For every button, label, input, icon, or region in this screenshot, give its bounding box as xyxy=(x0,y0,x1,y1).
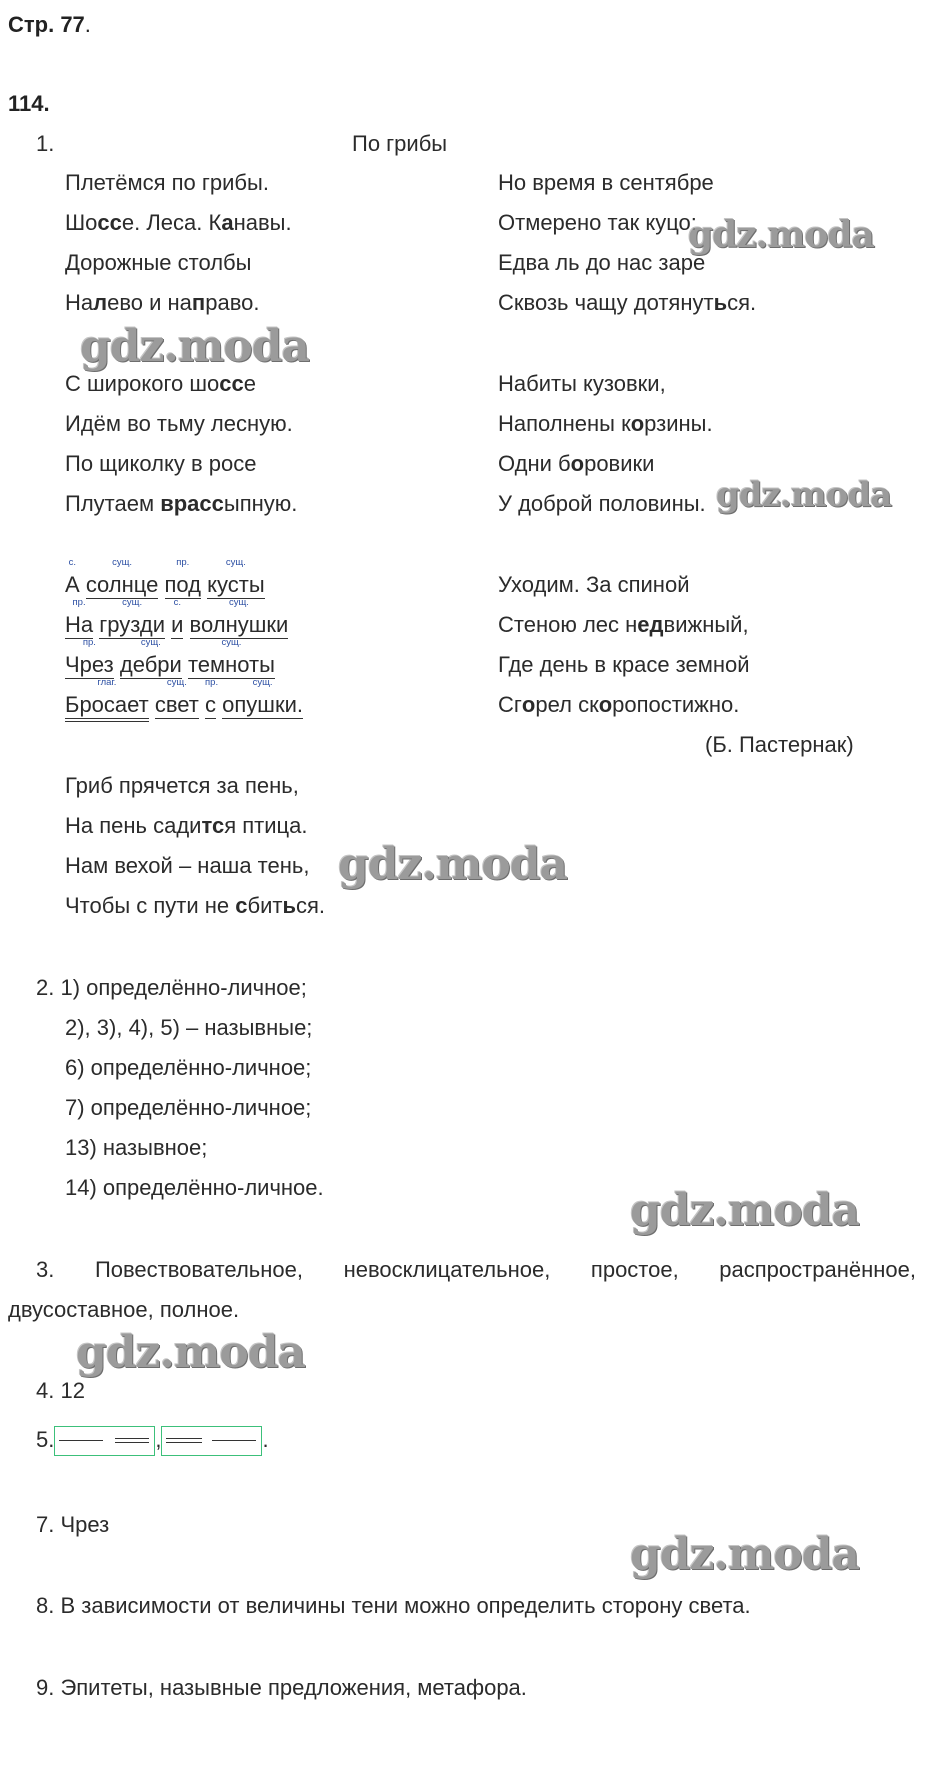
answer-5 xyxy=(36,1425,269,1456)
poem-title: По грибы xyxy=(352,131,448,156)
watermark-logo: gdz.moda xyxy=(80,321,310,372)
answer-3-word: простое, xyxy=(590,1257,679,1282)
poem-line-r5: Набиты кузовки, xyxy=(498,371,666,396)
word-temnoty: сущ. темноты xyxy=(187,637,275,677)
answer-9: 9. Эпитеты, назывные предложения, метафора. xyxy=(36,1675,527,1700)
answer-5-number: 5. xyxy=(36,1427,55,1452)
watermark-logo: gdz.moda xyxy=(716,475,892,515)
word-debri: сущ. дебри xyxy=(119,637,182,677)
word-a: с. А xyxy=(65,557,80,597)
word-kusty: сущ. кусты xyxy=(207,557,265,597)
word-i: с. и xyxy=(171,597,184,637)
answer-2-line-4: 13) назывное; xyxy=(65,1135,208,1160)
poem-author: (Б. Пастернак) xyxy=(705,732,854,757)
poem-line-l1: Плетёмся по грибы. xyxy=(65,170,269,195)
poem-line-r12: Сгорел скоропостижно. xyxy=(498,692,740,717)
scheme-box-1 xyxy=(54,1426,155,1456)
answer-3-word: распространённое, xyxy=(719,1257,916,1282)
scheme-box-2 xyxy=(161,1426,262,1456)
word-pod: пр. под xyxy=(164,557,202,597)
poem-line-l16: Чтобы с пути не сбиться. xyxy=(65,893,326,918)
answer-2-line-1: 2), 3), 4), 5) – назывные; xyxy=(65,1015,313,1040)
poem-line-l15: Нам вехой – наша тень, xyxy=(65,853,310,878)
poem-line-r7: Одни боровики xyxy=(498,451,655,476)
poem-line-l7: По щиколку в росе xyxy=(65,451,257,476)
poem-line-r11: Где день в красе земной xyxy=(498,652,750,677)
poem-line-l12 xyxy=(65,677,303,722)
answer-2-line-3: 7) определённо-личное; xyxy=(65,1095,312,1120)
answer-5-comma: , xyxy=(155,1427,162,1452)
answer-7: 7. Чрез xyxy=(36,1512,110,1537)
poem-line-l9 xyxy=(65,557,265,599)
watermark-logo: gdz.moda xyxy=(76,1327,306,1378)
answer-2-line-5: 14) определённо-личное. xyxy=(65,1175,324,1200)
exercise-number: 114. xyxy=(8,91,50,116)
answer-3-number: 3. xyxy=(36,1257,55,1282)
word-svet: сущ. свет xyxy=(154,677,199,717)
answer-3-word: невосклицательное, xyxy=(343,1257,551,1282)
word-volnushki: сущ. волнушки xyxy=(189,597,289,637)
poem-line-r2: Отмерено так куцо: xyxy=(498,210,697,235)
poem-line-l14: На пень садится птица. xyxy=(65,813,308,838)
poem-line-r1: Но время в сентябре xyxy=(498,170,714,195)
watermark-logo: gdz.moda xyxy=(338,839,568,890)
page-label: Стр. 77. xyxy=(8,12,91,37)
poem-line-l4: Налево и направо. xyxy=(65,290,260,315)
word-na: пр. На xyxy=(65,597,94,637)
word-chrez: пр. Чрез xyxy=(65,637,114,677)
answer-3-line-2: двусоставное, полное. xyxy=(8,1297,240,1322)
watermark-logo: gdz.moda xyxy=(630,1529,860,1580)
poem-line-l3: Дорожные столбы xyxy=(65,250,252,275)
poem-line-l6: Идём во тьму лесную. xyxy=(65,411,293,436)
poem-line-l11 xyxy=(65,637,275,679)
poem-line-l13: Гриб прячется за пень, xyxy=(65,773,299,798)
word-s: пр. с xyxy=(205,677,219,717)
poem-line-r9: Уходим. За спиной xyxy=(498,572,690,597)
answer-2-line-2: 6) определённо-личное; xyxy=(65,1055,312,1080)
poem-line-l5: С широкого шоссе xyxy=(65,371,257,396)
word-brosaet: глаг. Бросает xyxy=(65,692,149,722)
watermark-logo: gdz.moda xyxy=(630,1185,860,1236)
answer-8: 8. В зависимости от величины тени можно определить сторону света. xyxy=(36,1593,751,1618)
poem-line-l8: Плутаем врассыпную. xyxy=(65,491,298,516)
answer-4: 4. 12 xyxy=(36,1378,85,1403)
poem-line-r8: У доброй половины. xyxy=(498,491,706,516)
poem-line-l10 xyxy=(65,597,289,639)
poem-line-l2: Шоссе. Леса. Канавы. xyxy=(65,210,292,235)
poem-line-r4: Сквозь чащу дотянуться. xyxy=(498,290,757,315)
answer-3-line-1 xyxy=(36,1257,916,1283)
poem-line-r6: Наполнены корзины. xyxy=(498,411,713,436)
answer-2-first: 2. 1) определённо-личное; xyxy=(36,975,307,1000)
word-solnce: сущ. солнце xyxy=(85,557,159,597)
word-opushki: сущ. опушки. xyxy=(222,677,303,717)
poem-line-r10: Стеною лес недвижный, xyxy=(498,612,749,637)
answer-3-word: Повествовательное, xyxy=(94,1257,303,1282)
poem-line-r3: Едва ль до нас заре xyxy=(498,250,706,275)
item-1-number: 1. xyxy=(36,131,55,156)
watermark-logo: gdz.moda xyxy=(688,214,874,256)
word-gruzdi: сущ. грузди xyxy=(99,597,165,637)
answer-5-dot: . xyxy=(262,1427,269,1452)
